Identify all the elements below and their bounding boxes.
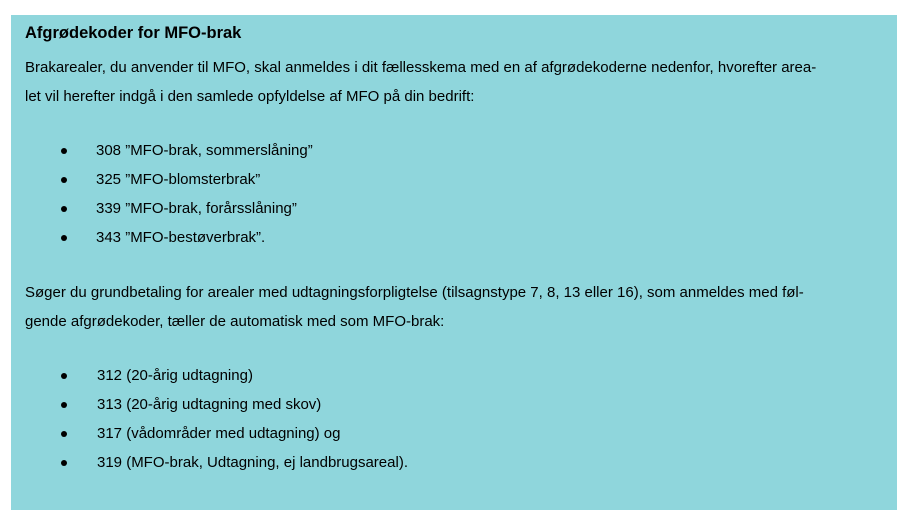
- second-line: Søger du grundbetaling for arealer med udtagningsforpligtelse (tilsagnstype 7, 8, 13 eller 16), som anmeldes med føl-: [25, 284, 804, 301]
- bullet-icon: [61, 402, 67, 408]
- bullet-icon: [61, 206, 67, 212]
- bullet-icon: [61, 460, 67, 466]
- bullet-icon: [61, 373, 67, 379]
- bullet-icon: [61, 431, 67, 437]
- box-title: Afgrødekoder for MFO-brak: [25, 24, 242, 42]
- bullet-icon: [61, 235, 67, 241]
- second-paragraph: [25, 278, 804, 336]
- second-line: gende afgrødekoder, tæller de automatisk med som MFO-brak:: [25, 313, 445, 330]
- bullet-icon: [61, 148, 67, 154]
- info-box: Afgrødekoder for MFO-brak Brakarealer, du anvender til MFO, skal anmeldes i dit fællesskema med en af afgrødekoderne nedenfor, hvorefter area- let vil herefter indgå i den samlede opfyldelse af MFO på din bedrift: 308 ”MFO-brak, sommerslåning” 325 ”MFO-blomsterbrak” 339 ”MFO-brak, forårsslåning” 343 ”MFO-bestøverbrak”. Søger du grundbetaling for arealer med udtagningsforpligtelse (tilsagnstype 7, 8, 13 eller 16), som anmeldes med føl- gende afgrødekoder, tæller de automatisk med som MFO-brak: 312 (20-årig udtagning) 313 (20-årig udtagning med skov) 317 (vådområder med udtagning) og 319 (MFO-brak, Udtagning, ej landbrugsareal).: [11, 15, 897, 510]
- intro-paragraph: [25, 53, 816, 111]
- intro-line: let vil herefter indgå i den samlede opfyldelse af MFO på din bedrift:: [25, 88, 475, 105]
- intro-line: Brakarealer, du anvender til MFO, skal anmeldes i dit fællesskema med en af afgrødekoderne nedenfor, hvorefter area-: [25, 59, 817, 76]
- bullet-icon: [61, 177, 67, 183]
